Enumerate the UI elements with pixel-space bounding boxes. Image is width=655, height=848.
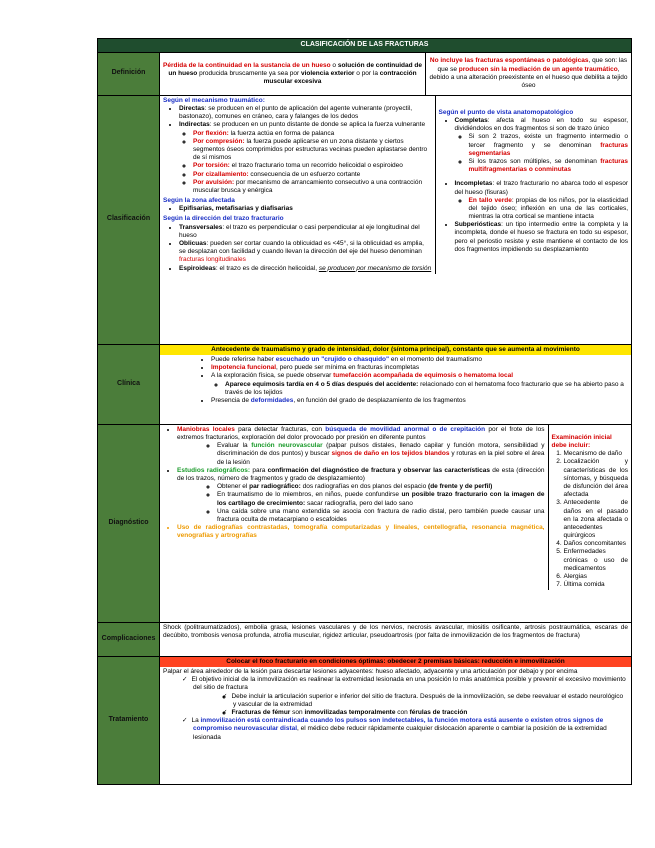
text: Puede referirse haber — [211, 356, 276, 363]
text: : propias de los niños, por la elasticidad del tejido óseo; inflexión en una de las corticales, mientras la otra cortical se mantiene intacta — [468, 196, 629, 221]
clasificacion-left — [160, 96, 435, 274]
text: : un tipo intermedio entre la completa y la incompleta, donde el hueso se fractura en todo su espesor, pero el periostio resiste y este mantiene el contacto de los dos fragmentos impidiendo su desplazamiento — [454, 221, 629, 253]
list-item — [179, 240, 432, 265]
text: deformidades — [250, 396, 294, 404]
list-item — [179, 224, 432, 240]
clinica-content — [160, 344, 632, 424]
text: se producen por mecanismo de torsión — [318, 264, 432, 272]
text: Si son 2 trazos, existe un fragmento intermedio o tercer fragmento y se denominan — [468, 133, 629, 149]
def-text: contracción muscular excesiva — [263, 69, 417, 85]
clinica-row — [98, 344, 632, 424]
term: Completas — [454, 117, 488, 124]
mecanismo-list — [163, 105, 432, 195]
text: de esta (dirección de los trazos, número de fragmentos y grado de desplazamiento) — [177, 466, 545, 482]
text: la fuerza puede aplicarse en un zona distante y ciertos segmentos óseos comprimidos por estructuras vecinas pueden aplastarse dentro de sí mismos — [193, 137, 428, 162]
text: para — [250, 466, 268, 474]
text: : el trazo es de dirección helicoidal, — [215, 264, 319, 272]
list-item: ✓ ◦ Debe incluir la articulación superior e inferior del sitio de fractura. Después de la inmovilización, se debe reevaluar el estado neurológico y vascular de la extremidad — [233, 693, 628, 709]
diagnostico-list — [163, 426, 545, 541]
term: Transversales — [179, 223, 223, 231]
text: , el médico debe reducir rápidamente cualquier dislocación aparente o cambiar la posición de la extremidad lesionada — [193, 725, 607, 741]
text: : el trazo es perpendicular o casi perpendicular al eje longitudinal del hueso — [179, 223, 420, 239]
list-item — [193, 130, 432, 138]
def-text: No incluye las fracturas espontáneas o patológicas — [429, 57, 589, 65]
def-text: producida bruscamente ya sea por — [197, 69, 301, 77]
complicaciones-label: Complicaciones — [98, 622, 160, 656]
term: En tallo verde — [468, 196, 512, 204]
clasificacion-right — [435, 96, 631, 274]
title-row — [98, 39, 632, 53]
term: Incompletas — [454, 180, 493, 188]
incompletas-sublist — [455, 197, 629, 222]
text: férulas de tracción — [409, 708, 468, 716]
list-item — [225, 381, 628, 397]
def-text: o — [330, 61, 338, 69]
diagnostico-content — [160, 424, 632, 622]
text: búsqueda de movilidad anormal o de crepitación — [325, 425, 486, 433]
text: con — [395, 708, 410, 716]
text: Impotencia funcional — [211, 364, 277, 372]
text: consecuencia de un esfuerzo cortante — [248, 170, 361, 178]
term: Por cizallamiento: — [193, 170, 249, 178]
text: El objetivo inicial de la inmovilización es realinear la extremidad lesionada en una posición lo más anatómica posible y prevenir el excesivo movimiento del sitio de fractura — [191, 676, 626, 692]
text: , en función del grado de desplazamiento de los fragmentos — [293, 396, 466, 404]
term: Directas — [179, 105, 205, 112]
clinica-band: Antecedente de traumatismo y grado de intensidad, dolor (síntoma principal), constante que se aumenta al movimiento — [160, 345, 631, 355]
text: Fracturas de fémur — [231, 708, 291, 716]
text: La — [191, 717, 201, 725]
text: : pueden ser cortar cuando la oblicuidad es <45°, si la oblicuidad es amplia, se desplazan con facilidad y cuando llevan la dirección del eje del hueso denominan — [179, 240, 424, 256]
diagnostico-row — [98, 424, 632, 622]
definicion-right — [426, 52, 632, 95]
term: Espiroideas — [179, 264, 216, 272]
list-item: 4. Daños concomitantes — [564, 540, 629, 548]
list-item — [193, 138, 432, 163]
list-item — [193, 717, 628, 742]
list-item — [469, 133, 629, 158]
tratamiento-intro: Palpar el área alrededor de la lesión para descartar lesiones adyacentes: hueso afectado, adyacente y una articulación por debajo y por encima — [163, 668, 578, 675]
text: : se producen en el punto de aplicación del agente vulnerante (proyectil, bastonazo), comunes en cráneo, cara y falanges de los dedos — [179, 105, 413, 121]
text: sacar radiografía, pero del lado sano — [305, 499, 413, 507]
anatomopatologico-list — [439, 117, 629, 254]
diagnostico-label: Diagnóstico — [98, 424, 160, 622]
text: para detectar fracturas, con — [234, 425, 326, 433]
list-item — [211, 356, 628, 364]
text: : afecta al hueso en todo su espesor, dividiéndolos en dos fragmentos si son de trazo único — [454, 117, 629, 133]
text: Estudios radiográficos: — [177, 466, 251, 474]
term: fracturas segmentarias — [468, 141, 629, 157]
definicion-label: Definición — [98, 52, 160, 95]
term: fracturas multifragmentarias o conminutas — [468, 157, 629, 174]
clasificacion-label: Clasificación — [98, 95, 160, 344]
direccion-list — [163, 224, 432, 273]
equimosis-sublist — [211, 381, 628, 397]
text: (de frente y de perfil) — [428, 483, 493, 491]
text: , pero puede ser mínima en fracturas incompletas — [276, 364, 420, 372]
text: confirmación del diagnóstico de fractura y observar las características — [267, 466, 490, 474]
list-item — [217, 483, 545, 491]
term: Por flexión: — [193, 129, 229, 137]
text: : se producen en un punto distante de donde se aplica la fuerza vulnerante — [209, 121, 426, 129]
list-item — [193, 171, 432, 179]
list-item — [469, 158, 629, 174]
list-item — [455, 221, 629, 254]
text: signos de daño en los tejidos blandos — [331, 450, 450, 458]
text: un posible trazo fracturario con la imagen de los cartílago de crecimiento: — [217, 491, 545, 507]
table-title: CLASIFICACIÓN DE LAS FRACTURAS — [98, 39, 632, 53]
term: Por torsión: — [193, 162, 230, 170]
text: : el trazo fracturario no abarca todo el espesor del hueso (fisuras) — [454, 180, 629, 196]
def-text: violencia exterior — [300, 69, 355, 77]
list-item — [179, 105, 432, 121]
list-item — [455, 180, 629, 221]
list-item: 6. Alergias — [564, 573, 629, 581]
list-item — [217, 491, 545, 507]
text: inmovilizadas temporalmente — [304, 708, 396, 716]
text: A la exploración física, se puede observar — [211, 372, 334, 380]
text: Una caída sobre una mano extendida se asocia con fractura de radio distal, pero también puede causar una fractura oculta de metacarpiano o escafoides — [217, 507, 545, 523]
term: Subperiósticas — [454, 221, 502, 229]
list-item — [233, 709, 628, 717]
list-item — [455, 117, 629, 174]
list-item: 3. Antecedente de daños en el pasado en la zona afectada o antecedentes quirúrgicos — [564, 499, 629, 540]
text: par radiográfico: — [249, 483, 301, 491]
inmovilizacion-sublist — [193, 693, 628, 718]
direccion-heading: Según la dirección del trazo fracturario — [163, 215, 284, 223]
text: Aparece equimosis tardía en 4 o 5 días después del accidente: — [225, 380, 419, 388]
text: Evaluar la — [217, 442, 252, 450]
zona-list — [163, 205, 432, 213]
list-item — [217, 442, 545, 467]
completas-sublist — [455, 133, 629, 174]
indirectas-sublist — [179, 130, 432, 196]
tratamiento-label: Tratamiento — [98, 656, 160, 784]
text: en el momento del traumatismo — [389, 356, 482, 363]
clasificacion-content — [160, 95, 632, 344]
list-item: 1. Mecanismo de daño — [564, 450, 629, 458]
text: Presencia de — [211, 396, 251, 404]
text: Maniobras locales — [177, 425, 235, 433]
list-item — [211, 397, 628, 405]
def-text: producen sin la mediación de un agente traumático — [458, 65, 618, 73]
list-item: 5. Enfermedades crónicas o uso de medicamentos — [564, 548, 629, 573]
maniobras-sublist — [177, 442, 545, 467]
text: inmovilización está contraindicada cuando los pulsos son indetectables, la función motora está ausente o existen otros signos de compromiso neurovascular distal — [193, 717, 604, 733]
definicion-left — [160, 52, 426, 95]
list-item — [211, 372, 628, 397]
anatomopatologico-heading: Según el punto de vista anatomopatológico — [438, 108, 574, 116]
list-item — [177, 467, 545, 524]
text: (palpar pulsos distales, llenado capilar y función motora, sensibilidad y discriminación de dos puntos) y buscar — [217, 442, 545, 458]
term: Indirectas — [179, 121, 210, 129]
list-item: 2. Localización y características de los síntomas, y búsqueda de disfunción del área afectada — [564, 458, 629, 499]
text: Si los trazos son múltiples, se denominan — [468, 157, 601, 165]
tratamiento-list — [163, 676, 628, 742]
def-text: o por la — [354, 69, 380, 77]
term: Por compresión: — [193, 137, 245, 145]
list-item — [179, 265, 432, 273]
diagnostico-left — [160, 425, 548, 591]
term: Oblicuas — [179, 240, 207, 247]
def-text: solución de continuidad de un hueso — [168, 61, 422, 77]
def-text: Pérdida de la continuidad en la sustancia de un hueso — [163, 61, 331, 69]
list-item — [179, 121, 432, 195]
radiografia-sublist — [177, 483, 545, 524]
definicion-row — [98, 52, 632, 95]
clinica-label: Clínica — [98, 344, 160, 424]
list-item — [217, 508, 545, 524]
text: por el frote de los extremos fracturarios, exploración del dolor provocado por presión en diferente puntos — [177, 425, 545, 441]
text: el trazo fracturario toma un recorrido helicoidal o espiroideo — [229, 162, 403, 170]
def-text: , que son: las que se — [437, 57, 628, 73]
tratamiento-content — [160, 656, 632, 784]
text: fracturas longitudinales — [179, 256, 246, 264]
tratamiento-band: Colocar el foco fracturario en condiciones óptimas: obedecer 2 premisas básicas: reducción e inmovilización — [160, 657, 631, 667]
examinacion-heading: Examinación inicial debe incluir: — [551, 433, 612, 449]
complicaciones-text: Shock (politraumatizados), embolia grasa, lesiones vasculares y de los nervios, necrosis avascular, miositis osificante, artrosis postraumática, escaras de decúbito, trombosis venosa profunda, atrofia muscular, rigidez articular, pseudoartrosis (por falta de inmovilización de los fragmentos de fractura) — [160, 622, 632, 656]
diagnostico-right — [548, 425, 631, 591]
list-item — [469, 197, 629, 222]
text: y roturas en la piel sobre el área de la lesión — [217, 450, 545, 466]
text: En traumatismo de lo miembros, en niños, puede confundirse — [217, 491, 402, 499]
text: son — [290, 708, 305, 716]
list-item: 7. Última comida — [564, 581, 629, 589]
fracture-classification-table — [97, 38, 632, 785]
def-text: , debido a una alteración preexistente en el hueso que debilita a tejido óseo — [429, 65, 628, 89]
clasificacion-row — [98, 95, 632, 344]
text: dos radiografías en dos planos del espacio — [300, 483, 429, 491]
list-item — [211, 364, 628, 372]
list-item — [193, 179, 432, 195]
tratamiento-row — [98, 656, 632, 784]
clinica-list — [163, 356, 628, 405]
list-item — [193, 676, 628, 717]
complicaciones-row — [98, 622, 632, 656]
text: escuchado un "crujido o chasquido" — [275, 356, 390, 363]
text: tumefacción acompañada de equimosis o hematoma local — [333, 372, 514, 380]
list-item: • Uso de radiografías contrastadas, tomografía computarizadas y lineales, centellografía, resonancia magnética, venografías y artrografías — [177, 524, 545, 540]
text: Obtener el — [217, 483, 250, 491]
text: la fuerza actúa en forma de palanca — [228, 129, 335, 137]
text: función neurovascular — [251, 442, 323, 450]
list-item — [177, 426, 545, 467]
text: por mecanismo de arrancamiento consecutivo a una contracción muscular brusca y enérgica — [193, 178, 423, 194]
examinacion-list — [552, 450, 629, 589]
list-item: • Epifisarias, metafisarias y diafisarias — [179, 205, 432, 213]
term: Por avulsión: — [193, 178, 235, 186]
zona-heading: Según la zona afectada — [163, 197, 235, 205]
list-item — [193, 162, 432, 170]
mecanismo-heading: Según el mecanismo traumático: — [163, 96, 265, 104]
text: relacionado con el hematoma foco fracturario que se ha abierto paso a través de los tejidos — [225, 380, 624, 396]
